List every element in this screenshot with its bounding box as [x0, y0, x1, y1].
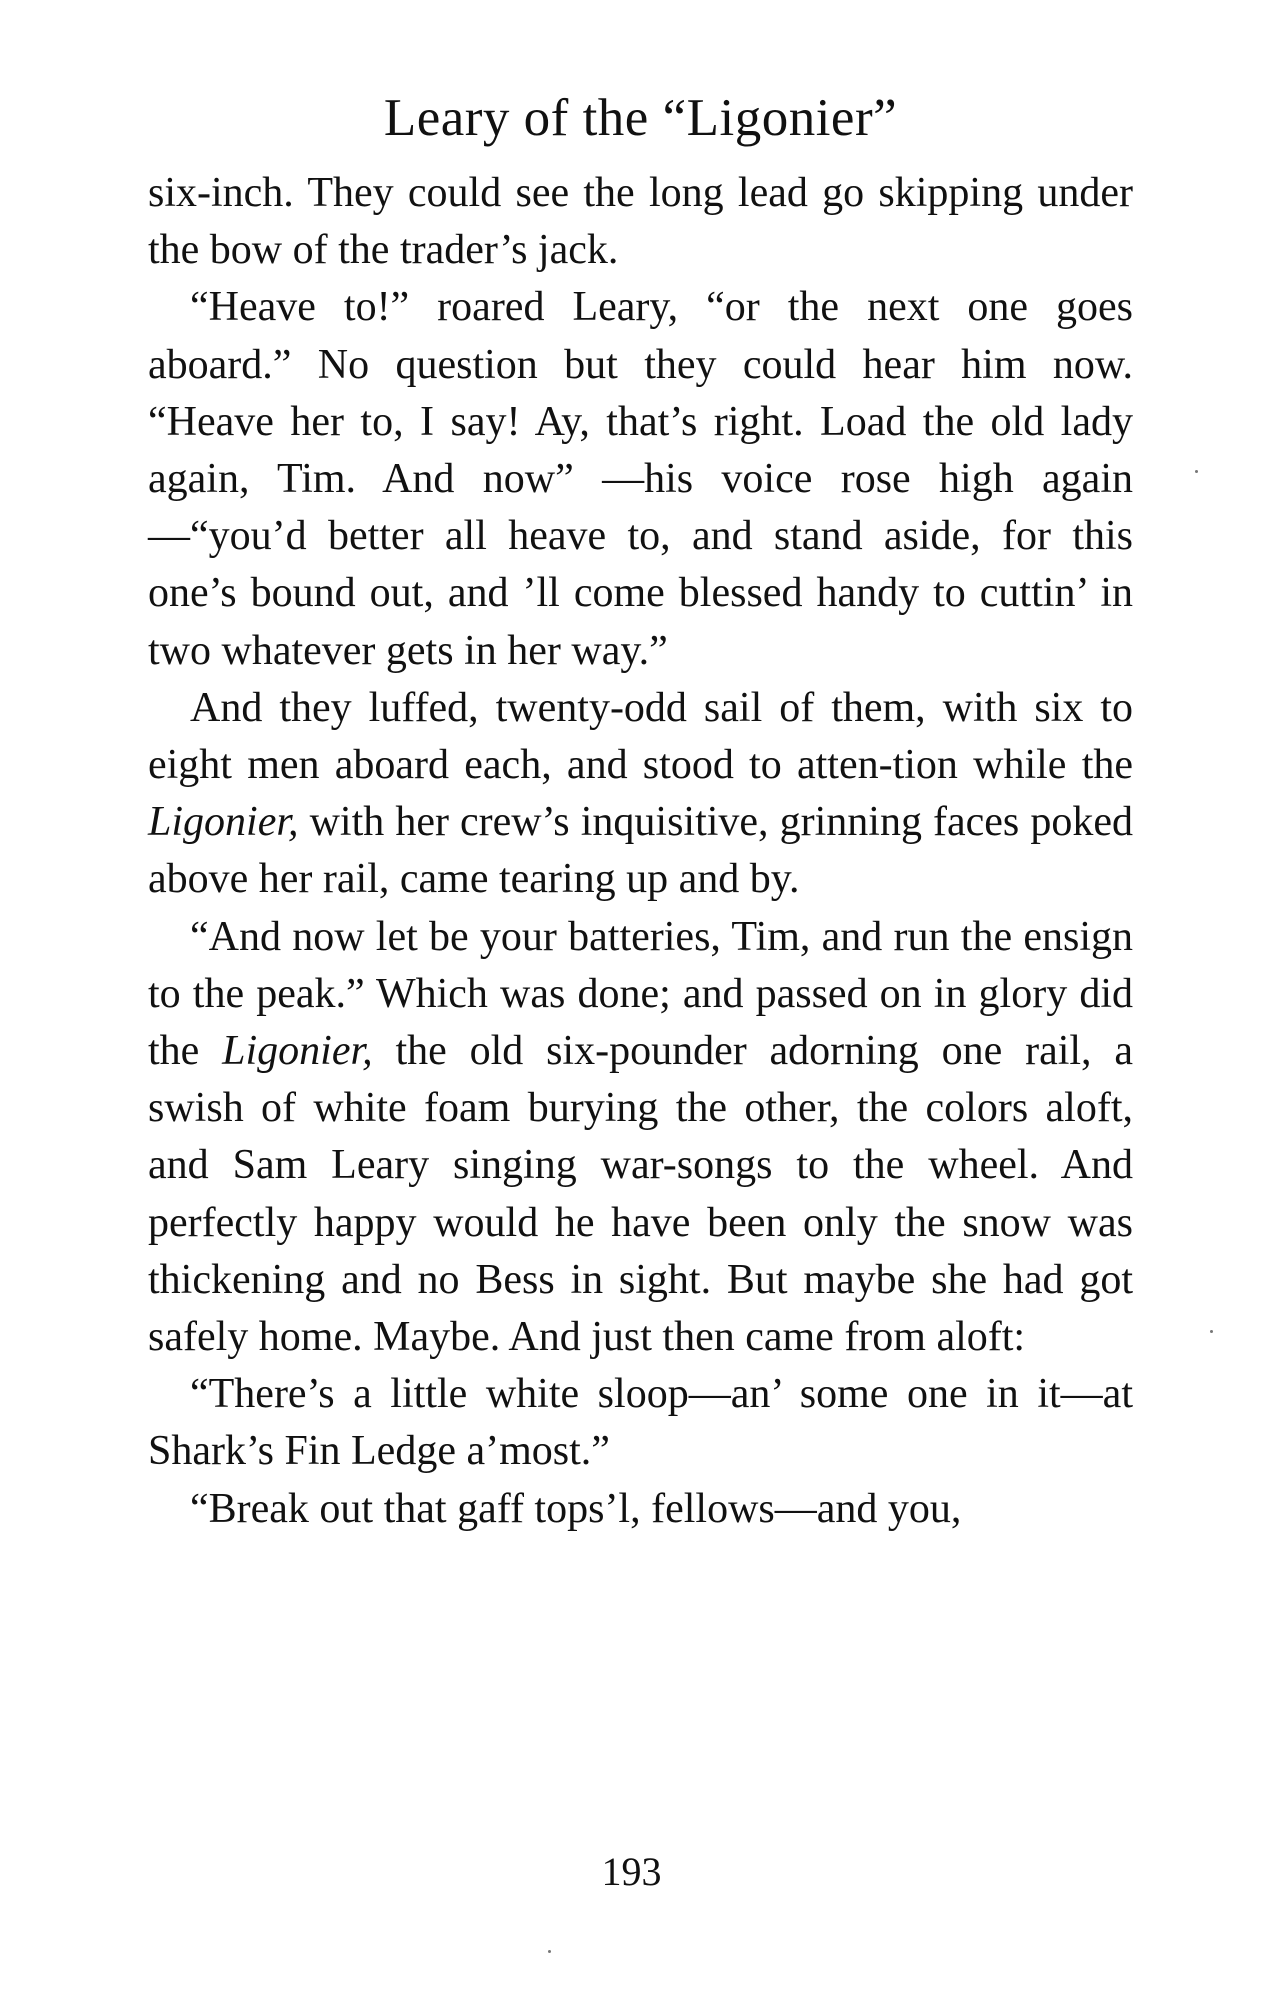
text-run: “And now let be your batteries, Tim, and run the ensign to the peak.” Which was done; and passed on in glory did the: [148, 913, 1133, 1075]
text-run: And they luffed, twenty-odd sail of them, with six to eight men aboard each, and stood to atten-tion while the: [148, 684, 1133, 789]
book-page: [148, 89, 1133, 1538]
paragraph: [148, 680, 1133, 909]
text-run: “There’s a little white sloop—an’ some one in it—at Shark’s Fin Ledge a’most.”: [148, 1371, 1133, 1475]
page-number: 193: [601, 1849, 662, 1894]
paragraph: [148, 279, 1133, 679]
text-run: “Break out that gaff tops’l, fellows—and you,: [190, 1485, 962, 1532]
scan-speck: [548, 1950, 551, 1953]
paragraph: [148, 909, 1133, 1367]
scan-speck: [1195, 470, 1198, 473]
ship-name-italic: Ligonier,: [222, 1028, 373, 1075]
paragraph: [148, 165, 1133, 279]
paragraph: [148, 1481, 1133, 1538]
body-text: [148, 165, 1133, 1538]
paragraph: [148, 1366, 1133, 1480]
text-run: with her crew’s inquisitive, grinning faces poked above her rail, came tearing up and by.: [148, 799, 1133, 903]
running-head: Leary of the “Ligonier”: [383, 89, 898, 147]
text-run: six-inch. They could see the long lead go skipping under the bow of the trader’s jack.: [148, 170, 1133, 274]
scan-speck: [1210, 1330, 1213, 1333]
text-run: “Heave to!” roared Leary, “or the next one goes aboard.” No question but they could hear him now. “Heave her to, I say! Ay, that’s right. Load the old lady again, Tim. And now” —his voice rose high again—“you’d better all heave to, and stand aside, for this one’s bound out, and ’ll come blessed handy to cuttin’ in two whatever gets in her way.”: [148, 284, 1133, 674]
text-run: the old six-pounder adorning one rail, a swish of white foam burying the other, the colors aloft, and Sam Leary singing war-songs to the wheel. And perfectly happy would he have been only the snow was thickening and no Bess in sight. But maybe she had got safely home. Maybe. And just then came from aloft:: [148, 1028, 1133, 1361]
ship-name-italic: Ligonier,: [148, 799, 299, 846]
